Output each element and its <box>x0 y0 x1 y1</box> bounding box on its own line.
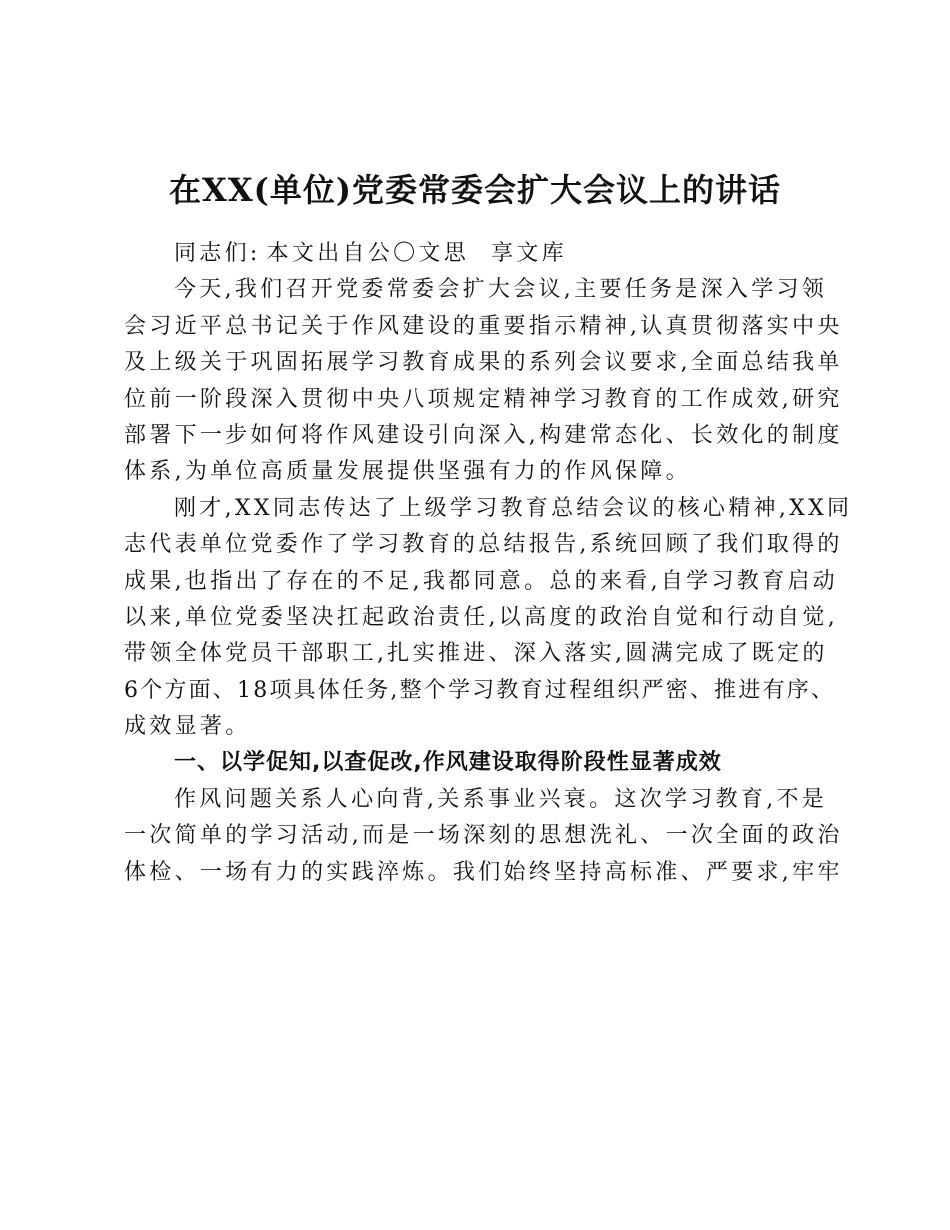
paragraph-1-line: 及上级关于巩固拓展学习教育成果的系列会议要求,全面总结我单 <box>124 350 843 376</box>
section-heading: 一、以学促知,以查促改,作风建设取得阶段性显著成效 <box>174 750 722 776</box>
paragraph-2-line: 6个方面、18项具体任务,整个学习教育过程组织严密、推进有序、 <box>124 677 836 703</box>
source-suffix: 享文库 <box>491 241 567 266</box>
greeting-line <box>124 236 834 272</box>
paragraph-1-line: 会习近平总书记关于作风建设的重要指示精神,认真贯彻落实中央 <box>124 313 843 339</box>
section-paragraph-line: 一次简单的学习活动,而是一场深刻的思想洗礼、一次全面的政治 <box>124 823 843 849</box>
section-paragraph-line: 作风问题关系人心向背,关系事业兴衰。这次学习教育,不是 <box>174 786 828 812</box>
document-body <box>124 236 853 891</box>
source-prefix: 本文出自公〇文思 <box>266 241 470 266</box>
section-paragraph-line: 体检、一场有力的实践淬炼。我们始终坚持高标准、严要求,牢牢 <box>124 859 843 885</box>
paragraph-1-line: 部署下一步如何将作风建设引向深入,构建常态化、长效化的制度 <box>124 422 843 448</box>
paragraph-2-line: 成果,也指出了存在的不足,我都同意。总的来看,自学习教育启动 <box>124 568 838 594</box>
paragraph-1-line: 体系,为单位高质量发展提供坚强有力的作风保障。 <box>124 459 691 485</box>
salutation: 同志们: <box>174 241 261 266</box>
document-title: 在XX(单位)党委常委会扩大会议上的讲话 <box>169 171 781 209</box>
paragraph-2-line: 志代表单位党委作了学习教育的总结报告,系统回顾了我们取得的 <box>124 532 843 558</box>
paragraph-1-line: 今天,我们召开党委常委会扩大会议,主要任务是深入学习领 <box>174 277 828 303</box>
paragraph-1-line: 位前一阶段深入贯彻中央八项规定精神学习教育的工作成效,研究 <box>124 386 843 412</box>
paragraph-2-line: 以来,单位党委坚决扛起政治责任,以高度的政治自觉和行动自觉, <box>124 604 838 630</box>
paragraph-2-line: 刚才,XX同志传达了上级学习教育总结会议的核心精神,XX同 <box>174 495 853 521</box>
paragraph-2-line: 成效显著。 <box>124 714 251 740</box>
paragraph-2-line: 带领全体党员干部职工,扎实推进、深入落实,圆满完成了既定的 <box>124 641 828 667</box>
